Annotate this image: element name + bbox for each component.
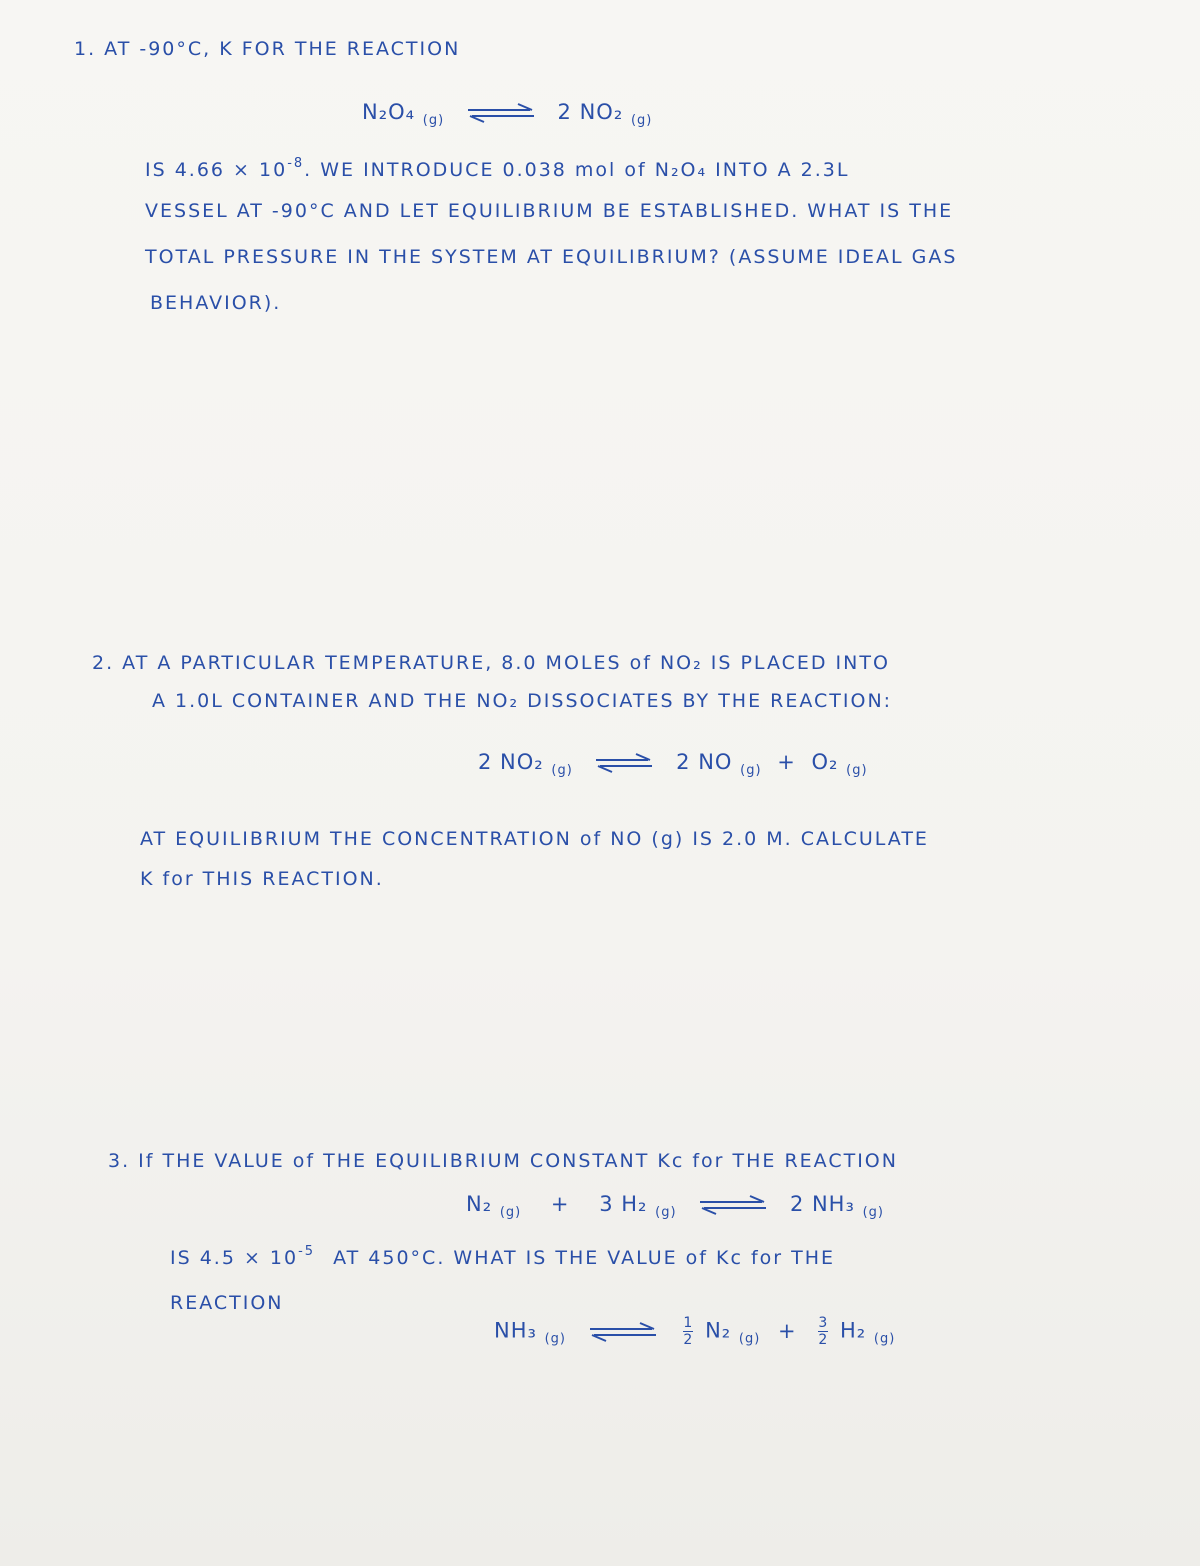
q3-line1: 3. If THE VALUE of THE EQUILIBRIUM CONSTANT Kc for THE REACTION bbox=[108, 1150, 898, 1172]
q3-eq2-b: N₂ bbox=[705, 1318, 732, 1343]
q2-eq-plus: + bbox=[777, 750, 796, 774]
q1-line2-start: IS 4.66 × 10 bbox=[145, 159, 288, 181]
q3-equation-2 bbox=[494, 1316, 895, 1347]
q1-line5: BEHAVIOR). bbox=[150, 292, 282, 314]
q2-eq-right-b: O₂ bbox=[811, 750, 839, 774]
q3-eq2-fraction-1 bbox=[683, 1316, 693, 1347]
q3-eq2-f2-numerator: 3 bbox=[818, 1315, 829, 1331]
q3-eq2-f1-denominator: 2 bbox=[683, 1332, 694, 1348]
q3-eq2-f2-denominator: 2 bbox=[818, 1332, 829, 1348]
q1-line2-exponent: -8 bbox=[287, 156, 305, 171]
q1-line2-end: . WE INTRODUCE 0.038 mol of N₂O₄ INTO A 2.3L bbox=[304, 159, 850, 181]
q3-eq2-b-state: (g) bbox=[738, 1331, 761, 1347]
q3-eq1-c-state: (g) bbox=[862, 1205, 884, 1220]
q2-eq-right-a-state: (g) bbox=[740, 763, 762, 778]
q1-eq-left-state: (g) bbox=[422, 113, 445, 128]
q1-line3: VESSEL AT -90°C AND LET EQUILIBRIUM BE ESTABLISHED. WHAT IS THE bbox=[145, 200, 954, 222]
q3-line2-start: IS 4.5 × 10 bbox=[170, 1247, 299, 1269]
equilibrium-arrow-icon bbox=[594, 753, 654, 773]
q3-eq2-c-state: (g) bbox=[873, 1331, 896, 1347]
q1-line4: TOTAL PRESSURE IN THE SYSTEM AT EQUILIBRIUM? (ASSUME IDEAL GAS bbox=[145, 246, 958, 268]
q1-eq-right: 2 NO₂ bbox=[557, 100, 624, 124]
q2-eq-right-a: 2 NO bbox=[676, 750, 733, 774]
q3-eq2-f1-numerator: 1 bbox=[683, 1315, 694, 1331]
q3-eq2-fraction-2 bbox=[818, 1316, 828, 1347]
q2-line3: AT EQUILIBRIUM THE CONCENTRATION of NO (g) IS 2.0 M. CALCULATE bbox=[140, 828, 929, 850]
q3-eq1-b: 3 H₂ bbox=[599, 1192, 648, 1216]
equilibrium-arrow-icon bbox=[698, 1195, 768, 1215]
q2-line1: 2. AT A PARTICULAR TEMPERATURE, 8.0 MOLES of NO₂ IS PLACED INTO bbox=[92, 652, 890, 674]
q3-eq1-b-state: (g) bbox=[655, 1205, 677, 1220]
q2-eq-left: 2 NO₂ bbox=[478, 750, 544, 774]
q1-line1: 1. AT -90°C, K FOR THE REACTION bbox=[74, 38, 461, 60]
q2-eq-left-state: (g) bbox=[551, 763, 573, 778]
q3-eq1-c: 2 NH₃ bbox=[789, 1192, 855, 1216]
q1-eq-left: N₂O₄ bbox=[362, 100, 416, 124]
q1-eq-right-state: (g) bbox=[630, 113, 653, 128]
q3-eq1-plus: + bbox=[550, 1192, 570, 1216]
q3-line2 bbox=[170, 1244, 835, 1269]
q3-eq1-a-state: (g) bbox=[499, 1205, 522, 1220]
q2-equation bbox=[478, 750, 868, 778]
q3-line3: REACTION bbox=[170, 1292, 284, 1314]
q1-line2 bbox=[145, 156, 849, 181]
q3-eq2-left-state: (g) bbox=[544, 1331, 567, 1347]
q3-line2-exponent: -5 bbox=[298, 1244, 316, 1259]
q1-equation bbox=[362, 100, 652, 128]
q2-line4: K for THIS REACTION. bbox=[140, 868, 384, 890]
q3-eq1-a: N₂ bbox=[466, 1192, 493, 1216]
q3-line2-end: AT 450°C. WHAT IS THE VALUE of Kc for THE bbox=[333, 1247, 836, 1269]
q3-eq2-c: H₂ bbox=[839, 1318, 867, 1343]
q2-line2: A 1.0L CONTAINER AND THE NO₂ DISSOCIATES BY THE REACTION: bbox=[152, 690, 893, 712]
equilibrium-arrow-icon bbox=[466, 103, 536, 123]
q2-eq-right-b-state: (g) bbox=[846, 763, 868, 778]
equilibrium-arrow-icon bbox=[588, 1322, 658, 1342]
q3-eq2-left: NH₃ bbox=[494, 1318, 537, 1343]
q3-eq2-plus: + bbox=[778, 1318, 797, 1343]
q3-equation-1 bbox=[466, 1192, 884, 1220]
